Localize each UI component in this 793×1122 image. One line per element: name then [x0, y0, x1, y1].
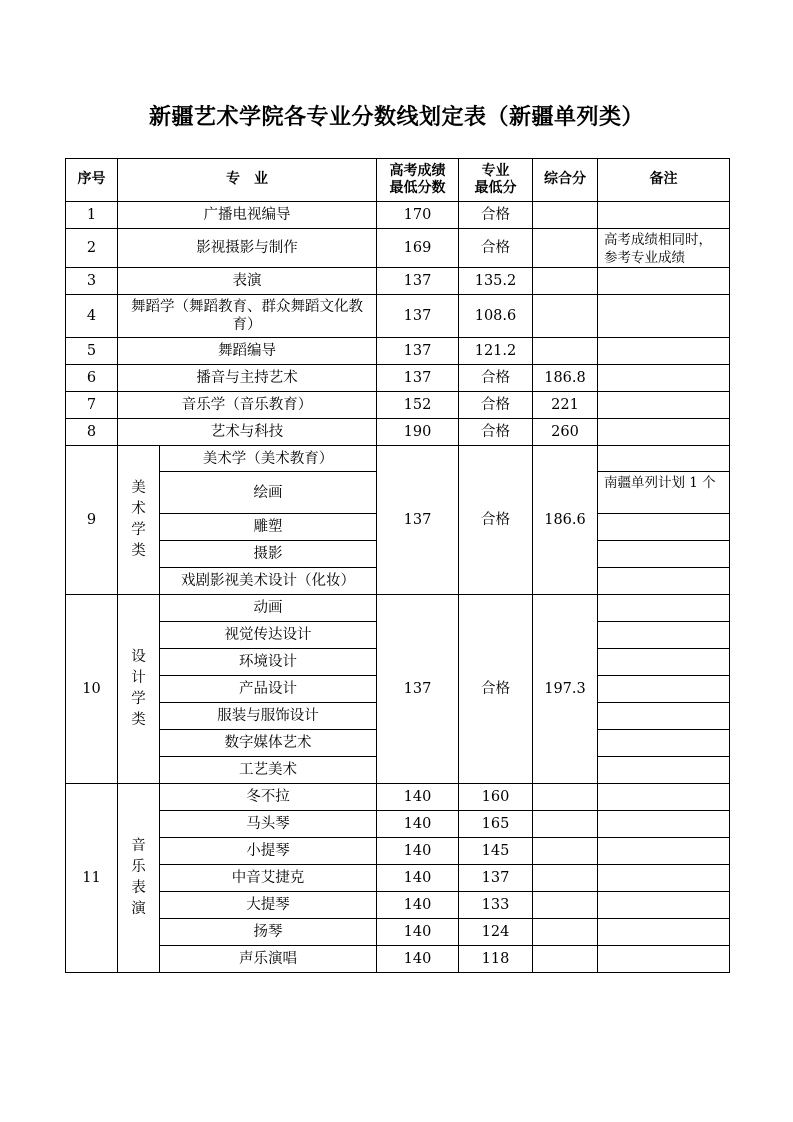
header-total: 综合分 [533, 159, 598, 202]
table-row: 雕塑 [66, 514, 730, 541]
table-row: 视觉传达设计 [66, 622, 730, 649]
remark-note: 高考成绩相同时，参考专业成绩 [598, 229, 730, 268]
table-row: 4 舞蹈学（舞蹈教育、群众舞蹈文化教育） 137 108.6 [66, 295, 730, 338]
header-prof: 专业 最低分 [459, 159, 533, 202]
table-row: 数字媒体艺术 [66, 730, 730, 757]
table-row: 中音艾捷克 140 137 [66, 865, 730, 892]
table-row: 9 美 术 学 类 美术学（美术教育） 137 合格 186.6 [66, 446, 730, 472]
table-row: 工艺美术 [66, 757, 730, 784]
table-row: 声乐演唱 140 118 [66, 946, 730, 973]
remark-note: 南疆单列计划 1 个 [598, 472, 730, 514]
table-row: 7 音乐学（音乐教育） 152 合格 221 [66, 392, 730, 419]
table-row: 10 设 计 学 类 动画 137 合格 197.3 [66, 595, 730, 622]
group10-no: 10 [66, 595, 118, 784]
table-row: 服装与服饰设计 [66, 703, 730, 730]
header-row [66, 159, 730, 202]
table-row: 摄影 [66, 541, 730, 568]
table-row: 环境设计 [66, 649, 730, 676]
table-row: 6 播音与主持艺术 137 合格 186.8 [66, 365, 730, 392]
table-row: 小提琴 140 145 [66, 838, 730, 865]
header-no: 序号 [66, 159, 118, 202]
table-row: 3 表演 137 135.2 [66, 268, 730, 295]
table-row: 1 广播电视编导 170 合格 [66, 202, 730, 229]
table-row: 8 艺术与科技 190 合格 260 [66, 419, 730, 446]
table-row: 扬琴 140 124 [66, 919, 730, 946]
group9-category: 美 术 学 类 [118, 446, 160, 595]
header-gaokao: 高考成绩 最低分数 [377, 159, 459, 202]
header-major: 专 业 [118, 159, 377, 202]
group9-no: 9 [66, 446, 118, 595]
table-row: 2 影视摄影与制作 169 合格 高考成绩相同时，参考专业成绩 [66, 229, 730, 268]
table-row: 产品设计 [66, 676, 730, 703]
score-table [65, 158, 730, 973]
table-row: 戏剧影视美术设计（化妆） [66, 568, 730, 595]
table-row: 11 音 乐 表 演 冬不拉 140 160 [66, 784, 730, 811]
group11-category: 音 乐 表 演 [118, 784, 160, 973]
table-row: 绘画 南疆单列计划 1 个 [66, 472, 730, 514]
group11-no: 11 [66, 784, 118, 973]
header-remark: 备注 [598, 159, 730, 202]
table-row: 马头琴 140 165 [66, 811, 730, 838]
group10-category: 设 计 学 类 [118, 595, 160, 784]
page-title: 新疆艺术学院各专业分数线划定表（新疆单列类） [148, 105, 644, 130]
table-row: 大提琴 140 133 [66, 892, 730, 919]
table-row: 5 舞蹈编导 137 121.2 [66, 338, 730, 365]
